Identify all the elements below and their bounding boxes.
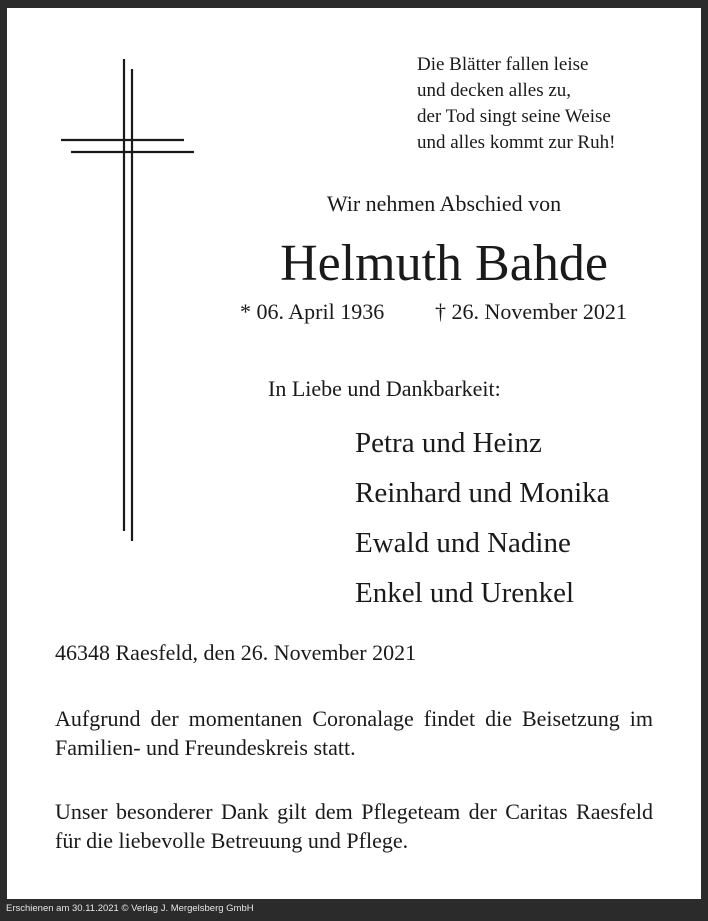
burial-notice: Aufgrund der momentanen Coronalage findet die Beisetzung im Familien- und Freundeskreis statt. bbox=[55, 706, 653, 760]
publication-footer: Erschienen am 30.11.2021 © Verlag J. Mergelsberg GmbH bbox=[6, 903, 254, 914]
place-date: 46348 Raesfeld, den 26. November 2021 bbox=[55, 640, 417, 665]
poem-line: und alles kommt zur Ruh! bbox=[417, 132, 616, 153]
death-date: † 26. November 2021 bbox=[435, 299, 627, 324]
mourner: Enkel und Urenkel bbox=[355, 577, 575, 609]
poem-line: und decken alles zu, bbox=[417, 80, 572, 101]
thanks-notice: Unser besonderer Dank gilt dem Pflegeteam der Caritas Raesfeld für die liebevolle Betreuung und Pflege. bbox=[55, 799, 653, 853]
mourner: Petra und Heinz bbox=[355, 427, 542, 459]
deceased-name: Helmuth Bahde bbox=[280, 235, 608, 292]
obituary-card bbox=[7, 8, 701, 899]
mourners-intro: In Liebe und Dankbarkeit: bbox=[268, 376, 501, 401]
poem-line: Die Blätter fallen leise bbox=[417, 54, 589, 75]
poem-line: der Tod singt seine Weise bbox=[417, 106, 611, 127]
mourner: Ewald und Nadine bbox=[355, 527, 571, 559]
farewell-heading: Wir nehmen Abschied von bbox=[326, 191, 562, 216]
birth-date: * 06. April 1936 bbox=[240, 299, 385, 324]
poem bbox=[417, 52, 615, 156]
mourners-list bbox=[355, 418, 610, 618]
mourner: Reinhard und Monika bbox=[355, 477, 610, 509]
